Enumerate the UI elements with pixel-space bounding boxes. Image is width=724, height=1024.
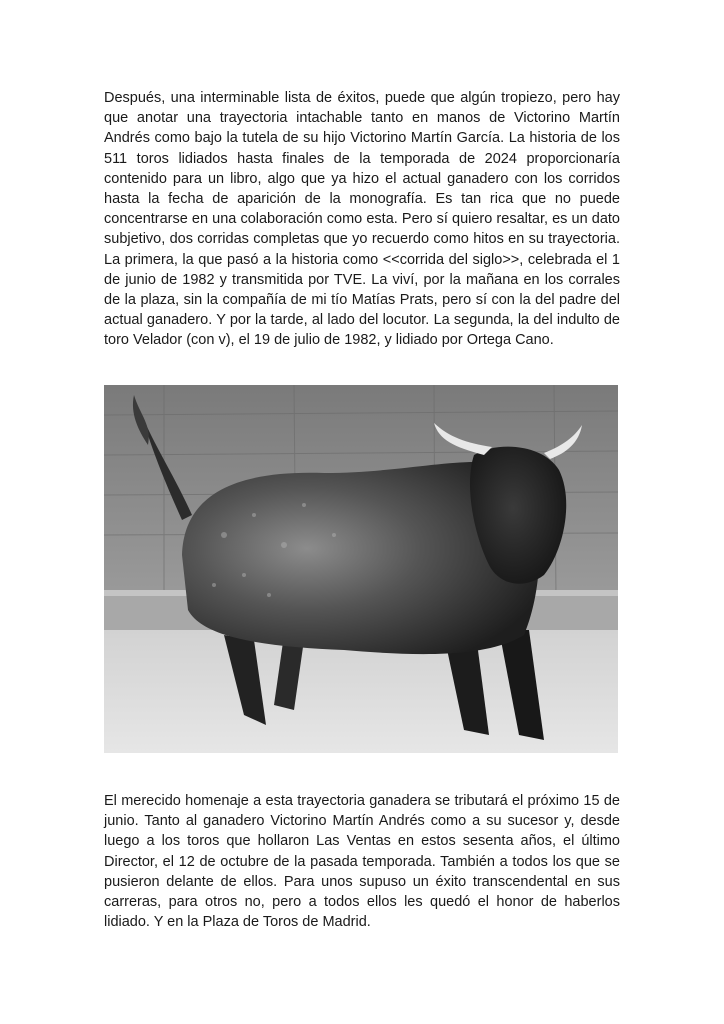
bull-photograph <box>104 385 618 753</box>
paragraph-intro: Después, una interminable lista de éxitos, puede que algún tropiezo, pero hay que anotar una trayectoria intachable tanto en manos de Victorino Martín Andrés como bajo la tutela de su hijo Victorino Martín García. La historia de los 511 toros lidiados hasta finales de la temporada de 2024 proporcionaría contenido para un libro, algo que ya hizo el actual ganadero con los corridos hasta la fecha de aparición de la monografía. Es tan rica que no puede concentrarse en una colaboración como esta. Pero sí quiero resaltar, es un dato subjetivo, dos corridas completas que yo recuerdo como hitos en su trayectoria. La primera, la que pasó a la historia como <<corrida del siglo>>, celebrada el 1 de junio de 1982 y transmitida por TVE. La viví, por la mañana en los corrales de la plaza, sin la compañía de mi tío Matías Prats, pero sí con la del padre del actual ganadero. Y por la tarde, al lado del locutor. La segunda, la del indulto de toro Velador (con v), el 19 de julio de 1982, y lidiado por Ortega Cano. <box>104 90 620 349</box>
paragraph-homage: El merecido homenaje a esta trayectoria ganadera se tributará el próximo 15 de junio. Tanto al ganadero Victorino Martín Andrés como a su sucesor y, desde luego a los toros que hollaron Las Ventas en estos sesenta años, el último Director, el 12 de octubre de la pasada temporada. También a todos los que se pusieron delante de ellos. Para unos supuso un éxito transcendental en sus carreras, para otros no, pero a todos ellos les quedó el honor de haberlos lidiado. Y en la Plaza de Toros de Madrid. <box>104 793 620 931</box>
